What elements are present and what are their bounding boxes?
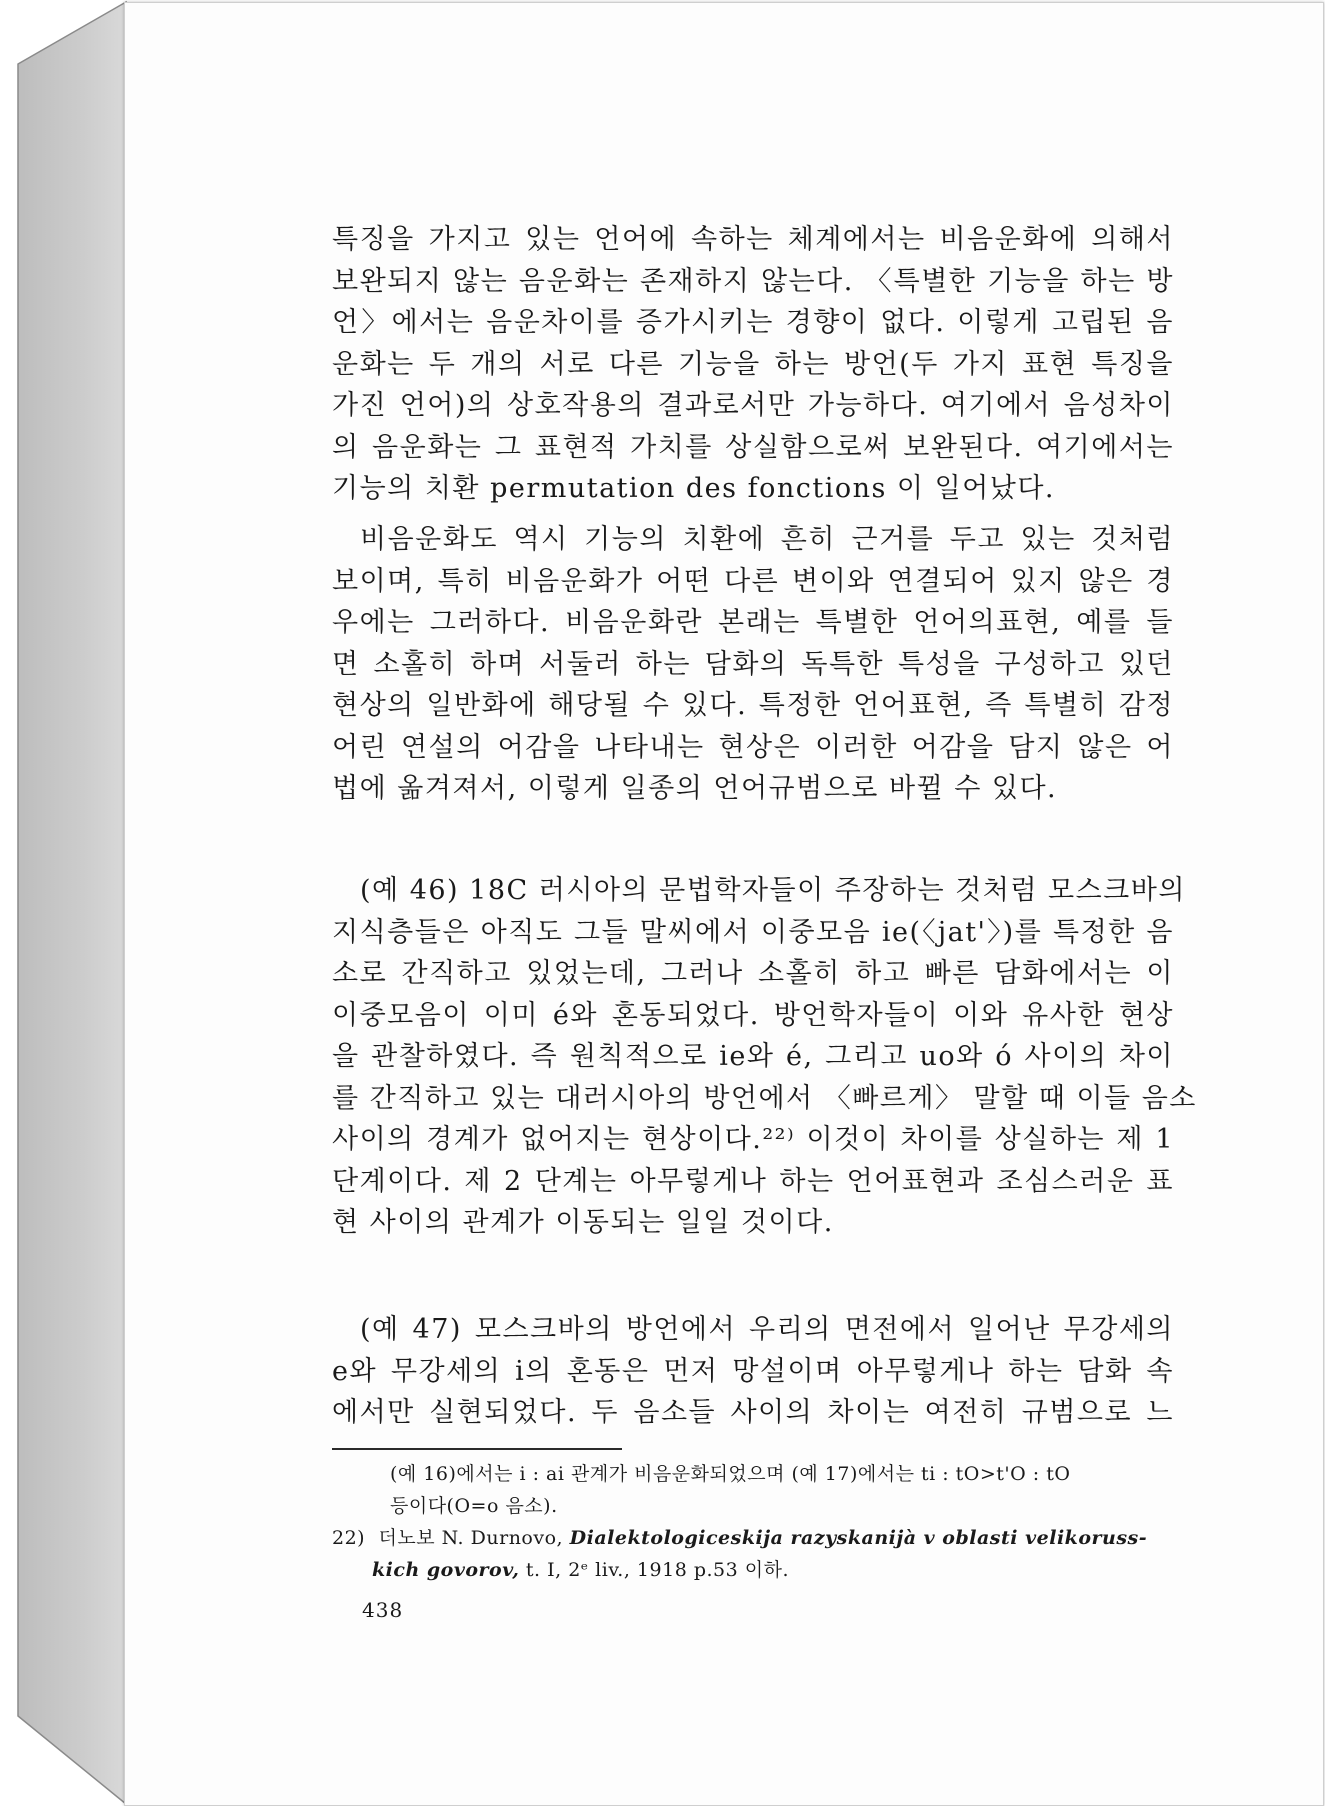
text-line: 을 관찰하였다. 즉 원칙적으로 ie와 é, 그리고 uo와 ó 사이의 차이 <box>332 1041 1174 1072</box>
text-line: 이중모음이 이미 é와 혼동되었다. 방언학자들이 이와 유사한 현상 <box>332 999 1174 1031</box>
text-line: 보이며, 특히 비음운화가 어떤 다른 변이와 연결되어 있지 않은 경 <box>332 565 1174 597</box>
text-line: (예 46) 18C 러시아의 문법학자들이 주장하는 것처럼 모스크바의 <box>360 875 1186 906</box>
text-line: 보완되지 않는 음운화는 존재하지 않는다. 〈특별한 기능을 하는 방 <box>332 265 1174 297</box>
text-line: 현 사이의 관계가 이동되는 일일 것이다. <box>332 1207 834 1238</box>
footnotes <box>332 1458 1174 1586</box>
footnote-number: 22) <box>332 1527 366 1549</box>
paragraph-2 <box>332 519 1174 810</box>
page-number: 438 <box>362 1598 404 1622</box>
footnote-divider <box>332 1448 622 1450</box>
footnote-22-continued <box>332 1554 1174 1586</box>
footnote-title-cont: kich govorov, <box>372 1559 520 1581</box>
book-edge <box>0 0 130 1806</box>
text-line: 기능의 치환 permutation des fonctions 이 일어났다. <box>332 473 1055 504</box>
text-line: 가진 언어)의 상호작용의 결과로서만 가능하다. 여기에서 음성차이 <box>332 390 1174 421</box>
text-line: 언〉에서는 음운차이를 증가시키는 경향이 없다. 이렇게 고립된 음 <box>332 307 1174 338</box>
footnote-title: Dialektologiceskija razyskanijà v oblasti velikoruss- <box>569 1527 1148 1549</box>
text-line: 사이의 경계가 없어지는 현상이다.²²⁾ 이것이 차이를 상실하는 제 1 <box>332 1124 1174 1155</box>
footnote-rest: t. Ⅰ, 2ᵉ liv., 1918 p.53 이하. <box>525 1559 789 1581</box>
paragraph-1 <box>332 219 1174 510</box>
footnote-22 <box>332 1522 1174 1554</box>
text-line: 를 간직하고 있는 대러시아의 방언에서 〈빠르게〉 말할 때 이들 음소 <box>332 1082 1197 1114</box>
text-line: 에서만 실현되었다. 두 음소들 사이의 차이는 여전히 규범으로 느 <box>332 1397 1174 1428</box>
text-line: (예 47) 모스크바의 방언에서 우리의 면전에서 일어난 무강세의 <box>360 1314 1174 1345</box>
text-line: 현상의 일반화에 해당될 수 있다. 특정한 언어표현, 즉 특별히 감정 <box>332 690 1174 721</box>
text-line: 지식층들은 아직도 그들 말씨에서 이중모음 ie(〈jat'〉)를 특정한 음 <box>332 916 1174 948</box>
paragraph-example-46 <box>332 870 1197 1244</box>
text-line: 비음운화도 역시 기능의 치환에 흔히 근거를 두고 있는 것처럼 <box>360 524 1174 555</box>
text-line: 의 음운화는 그 표현적 가치를 상실함으로써 보완된다. 여기에서는 <box>332 431 1174 463</box>
text-line: e와 무강세의 i의 혼동은 먼저 망설이며 아무렇게나 하는 담화 속 <box>332 1355 1174 1387</box>
text-line: 소로 간직하고 있었는데, 그러나 소홀히 하고 빠른 담화에서는 이 <box>332 958 1174 989</box>
footnote-continued-line: (예 16)에서는 i : ai 관계가 비음운화되었으며 (예 17)에서는 ti : tO>t'O : tO <box>390 1463 1071 1485</box>
text-line: 법에 옮겨져서, 이렇게 일종의 언어규범으로 바뀔 수 있다. <box>332 773 1058 804</box>
text-line: 운화는 두 개의 서로 다른 기능을 하는 방언(두 가지 표현 특징을 <box>332 348 1174 380</box>
text-line: 우에는 그러하다. 비음운화란 본래는 특별한 언어의표현, 예를 들 <box>332 607 1174 638</box>
text-line: 면 소홀히 하며 서둘러 하는 담화의 독특한 특성을 구성하고 있던 <box>332 648 1174 680</box>
text-line: 특징을 가지고 있는 언어에 속하는 체계에서는 비음운화에 의해서 <box>332 224 1174 255</box>
footnote-continued-line: 등이다(O=o 음소). <box>390 1495 558 1517</box>
footnote-author: 더노보 N. Durnovo, <box>378 1527 564 1549</box>
text-line: 단계이다. 제 2 단계는 아무렇게나 하는 언어표현과 조심스러운 표 <box>332 1165 1174 1197</box>
paragraph-example-47 <box>332 1309 1174 1434</box>
text-line: 어린 연설의 어감을 나타내는 현상은 이러한 어감을 담지 않은 어 <box>332 731 1174 763</box>
